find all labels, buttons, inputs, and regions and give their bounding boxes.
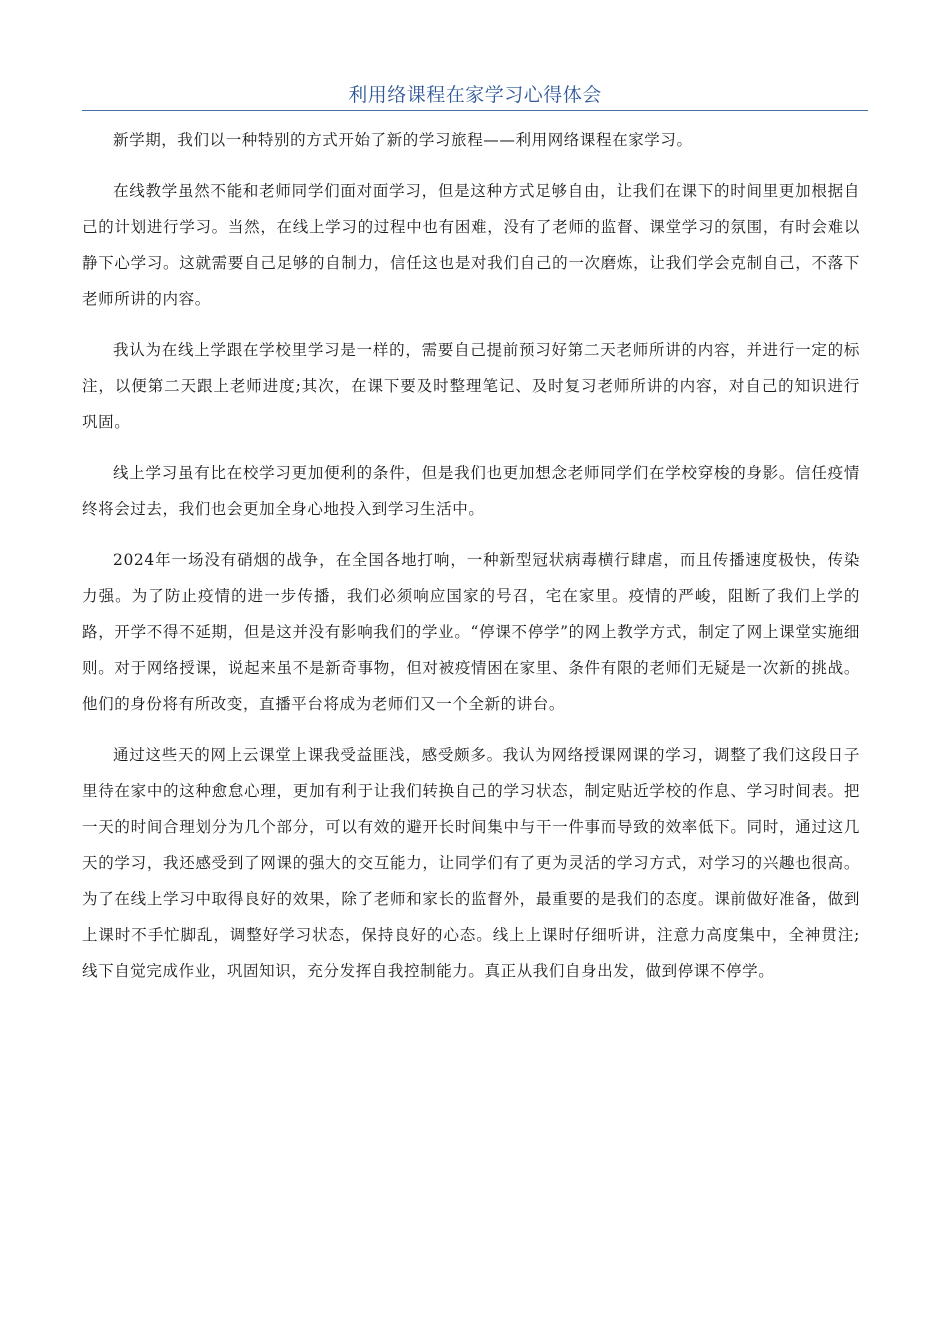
document-body xyxy=(82,122,860,1004)
paragraph-2: 在线教学虽然不能和老师同学们面对面学习，但是这种方式足够自由，让我们在课下的时间里更加根据自己的计划进行学习。当然，在线上学习的过程中也有困难，没有了老师的监督、课堂学习的氛围，有时会难以静下心学习。这就需要自己足够的自制力，信任这也是对我们自己的一次磨炼，让我们学会克制自己，不落下老师所讲的内容。 xyxy=(82,182,860,308)
paragraph-3: 我认为在线上学跟在学校里学习是一样的，需要自己提前预习好第二天老师所讲的内容，并进行一定的标注，以便第二天跟上老师进度;其次，在课下要及时整理笔记、及时复习老师所讲的内容，对自己的知识进行巩固。 xyxy=(82,341,860,431)
paragraph-1: 新学期，我们以一种特别的方式开始了新的学习旅程——利用网络课程在家学习。 xyxy=(113,131,693,149)
paragraph-6: 通过这些天的网上云课堂上课我受益匪浅，感受颇多。我认为网络授课网课的学习，调整了我们这段日子里待在家中的这种愈怠心理，更加有利于让我们转换自己的学习状态，制定贴近学校的作息、学习时间表。把一天的时间合理划分为几个部分，可以有效的避开长时间集中与干一件事而导致的效率低下。同时，通过这几天的学习，我还感受到了网课的强大的交互能力，让同学们有了更为灵活的学习方式，对学习的兴趣也很高。为了在线上学习中取得良好的效果，除了老师和家长的监督外，最重要的是我们的态度。课前做好准备，做到上课时不手忙脚乱，调整好学习状态，保持良好的心态。线上上课时仔细听讲，注意力高度集中，全神贯注;线下自觉完成作业，巩固知识，充分发挥自我控制能力。真正从我们自身出发，做到停课不停学。 xyxy=(82,746,860,980)
document-title: 利用络课程在家学习心得体会 xyxy=(348,84,602,106)
paragraph-4: 线上学习虽有比在校学习更加便利的条件，但是我们也更加想念老师同学们在学校穿梭的身影。信任疫情终将会过去，我们也会更加全身心地投入到学习生活中。 xyxy=(82,464,860,518)
paragraph-5: 2024年一场没有硝烟的战争，在全国各地打响，一种新型冠状病毒横行肆虐，而且传播速度极快，传染力强。为了防止疫情的进一步传播，我们必须响应国家的号召，宅在家里。疫情的严峻，阻断了我们上学的路，开学不得不延期，但是这并没有影响我们的学业。“停课不停学”的网上教学方式，制定了网上课堂实施细则。对于网络授课，说起来虽不是新奇事物，但对被疫情困在家里、条件有限的老师们无疑是一次新的挑战。他们的身份将有所改变，直播平台将成为老师们又一个全新的讲台。 xyxy=(82,551,860,713)
page-header xyxy=(82,82,868,111)
